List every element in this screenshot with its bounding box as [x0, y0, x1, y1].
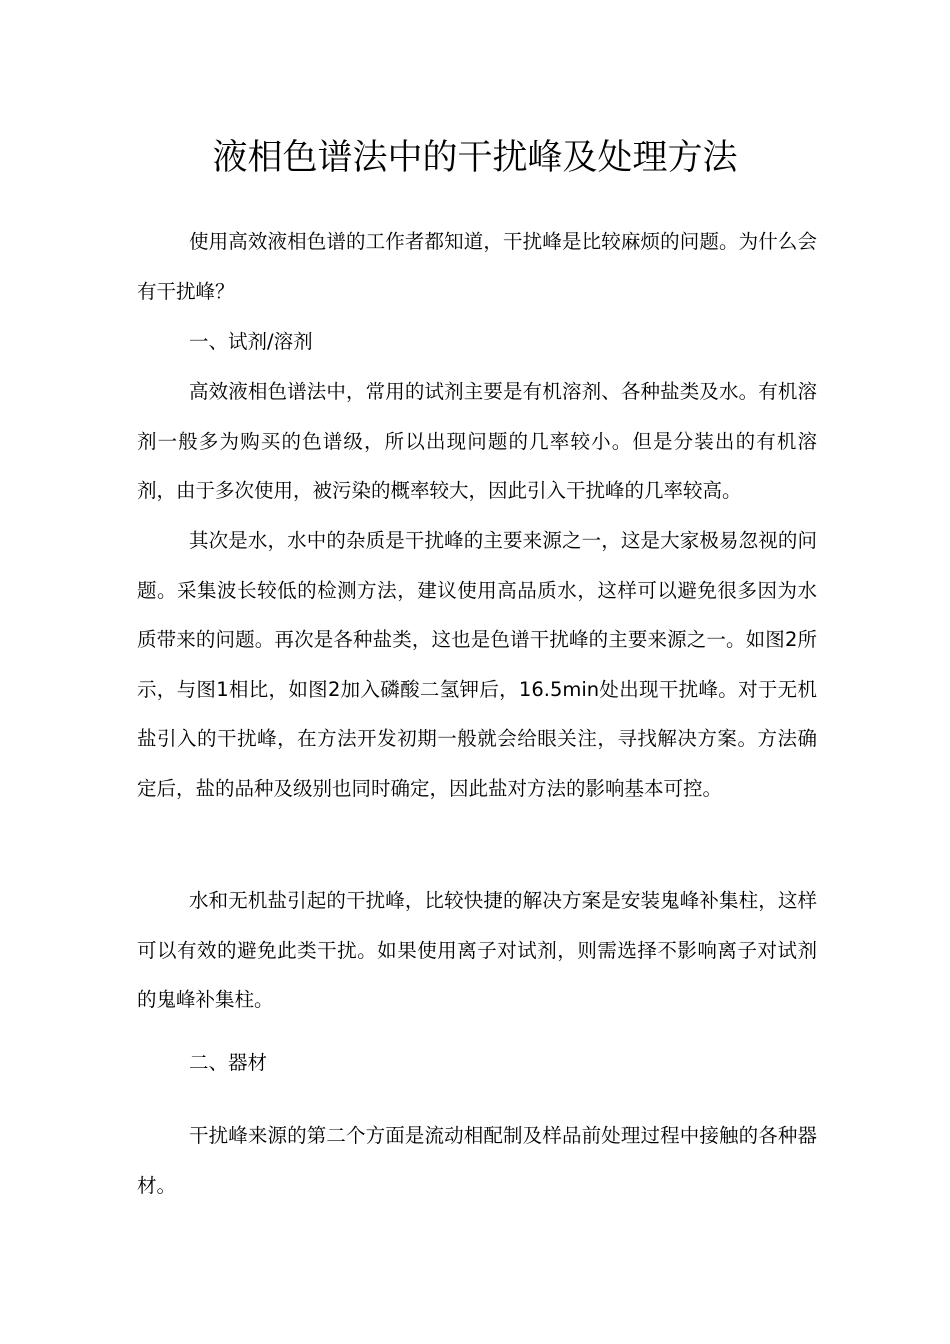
- body-paragraph: 其次是水，水中的杂质是干扰峰的主要来源之一，这是大家极易忽视的问题。采集波长较低的检测方法，建议使用高品质水，这样可以避免很多因为水质带来的问题。再次是各种盐类，这也是色谱干扰峰的主要来源之一。如图2所示，与图1相比，如图2加入磷酸二氢钾后，16.5min处出现干扰峰。对于无机盐引入的干扰峰，在方法开发初期一般就会给眼关注，寻找解决方案。方法确定后，盐的品种及级别也同时确定，因此盐对方法的影响基本可控。: [137, 529, 817, 800]
- document-title: 液相色谱法中的干扰峰及处理方法: [212, 138, 738, 178]
- body-paragraph: 高效液相色谱法中，常用的试剂主要是有机溶剂、各种盐类及水。有机溶剂一般多为购买的色谱级，所以出现问题的几率较小。但是分装出的有机溶剂，由于多次使用，被污染的概率较大，因此引入干扰峰的几率较高。: [137, 380, 817, 503]
- body-paragraph: 干扰峰来源的第二个方面是流动相配制及样品前处理过程中接触的各种器材。: [137, 1124, 817, 1197]
- intro-paragraph: 使用高效液相色谱的工作者都知道，干扰峰是比较麻烦的问题。为什么会有干扰峰？: [137, 230, 817, 303]
- section-heading-reagents: 一、试剂/溶剂: [189, 330, 313, 353]
- section-heading-equipment: 二、器材: [189, 1051, 268, 1074]
- body-paragraph: 水和无机盐引起的干扰峰，比较快捷的解决方案是安装鬼峰补集柱，这样可以有效的避免此类干扰。如果使用离子对试剂，则需选择不影响离子对试剂的鬼峰补集柱。: [137, 889, 817, 1012]
